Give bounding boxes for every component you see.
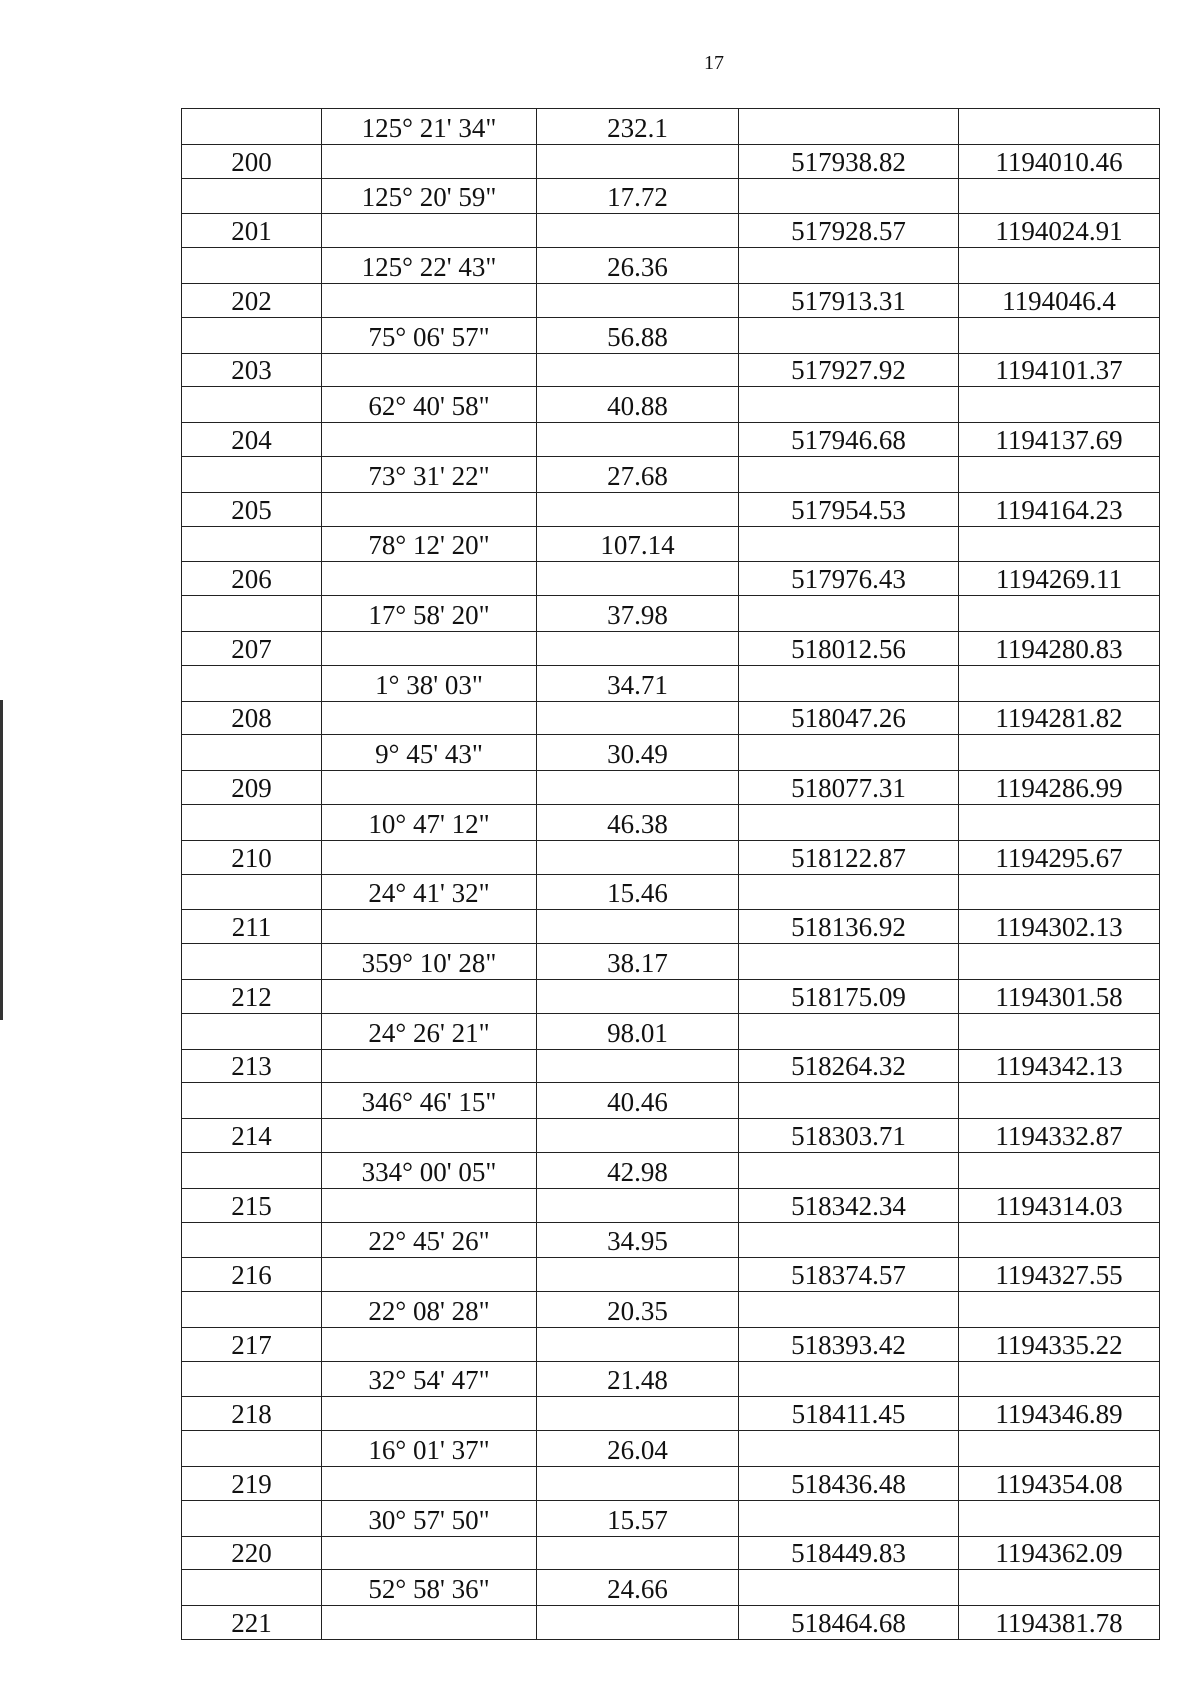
easting-cell <box>959 1222 1160 1258</box>
leg-row <box>182 735 1160 771</box>
distance-cell <box>537 1049 739 1083</box>
station-cell: 221 <box>182 1606 322 1640</box>
northing-cell: 518342.34 <box>739 1188 959 1222</box>
bearing-cell <box>322 1258 537 1292</box>
easting-cell: 1194295.67 <box>959 840 1160 874</box>
distance-cell <box>537 1258 739 1292</box>
bearing-cell: 10° 47' 12" <box>322 804 537 840</box>
station-cell: 217 <box>182 1327 322 1361</box>
station-cell: 208 <box>182 701 322 735</box>
bearing-cell <box>322 214 537 248</box>
station-row <box>182 631 1160 665</box>
leg-row <box>182 1222 1160 1258</box>
easting-cell <box>959 526 1160 562</box>
survey-table-body <box>182 109 1160 1640</box>
bearing-cell <box>322 1119 537 1153</box>
distance-cell: 20.35 <box>537 1292 739 1328</box>
station-cell: 218 <box>182 1397 322 1431</box>
distance-cell <box>537 910 739 944</box>
easting-cell <box>959 178 1160 214</box>
northing-cell: 517928.57 <box>739 214 959 248</box>
distance-cell <box>537 631 739 665</box>
distance-cell <box>537 701 739 735</box>
bearing-cell: 73° 31' 22" <box>322 456 537 492</box>
bearing-cell: 346° 46' 15" <box>322 1083 537 1119</box>
station-cell: 206 <box>182 562 322 596</box>
station-cell <box>182 178 322 214</box>
bearing-cell <box>322 979 537 1013</box>
distance-cell <box>537 144 739 178</box>
distance-cell: 26.04 <box>537 1431 739 1467</box>
bearing-cell <box>322 771 537 805</box>
easting-cell: 1194302.13 <box>959 910 1160 944</box>
bearing-cell <box>322 1188 537 1222</box>
station-cell <box>182 735 322 771</box>
northing-cell <box>739 1222 959 1258</box>
bearing-cell: 22° 45' 26" <box>322 1222 537 1258</box>
easting-cell <box>959 1570 1160 1606</box>
station-row <box>182 1188 1160 1222</box>
northing-cell <box>739 248 959 284</box>
station-cell <box>182 1361 322 1397</box>
station-row <box>182 1258 1160 1292</box>
distance-cell <box>537 840 739 874</box>
station-cell <box>182 456 322 492</box>
northing-cell: 517976.43 <box>739 562 959 596</box>
northing-cell <box>739 109 959 145</box>
station-row <box>182 283 1160 317</box>
station-cell: 204 <box>182 423 322 457</box>
easting-cell: 1194269.11 <box>959 562 1160 596</box>
station-cell <box>182 1222 322 1258</box>
northing-cell: 517954.53 <box>739 492 959 526</box>
northing-cell: 518012.56 <box>739 631 959 665</box>
distance-cell: 21.48 <box>537 1361 739 1397</box>
station-cell <box>182 1431 322 1467</box>
easting-cell: 1194354.08 <box>959 1467 1160 1501</box>
northing-cell: 518393.42 <box>739 1327 959 1361</box>
bearing-cell <box>322 910 537 944</box>
bearing-cell: 24° 41' 32" <box>322 874 537 910</box>
station-row <box>182 1049 1160 1083</box>
bearing-cell <box>322 1397 537 1431</box>
station-cell: 209 <box>182 771 322 805</box>
easting-cell: 1194281.82 <box>959 701 1160 735</box>
station-cell: 207 <box>182 631 322 665</box>
leg-row <box>182 526 1160 562</box>
easting-cell: 1194346.89 <box>959 1397 1160 1431</box>
leg-row <box>182 1500 1160 1536</box>
station-cell: 212 <box>182 979 322 1013</box>
easting-cell: 1194101.37 <box>959 353 1160 387</box>
northing-cell: 518436.48 <box>739 1467 959 1501</box>
easting-cell: 1194314.03 <box>959 1188 1160 1222</box>
station-row <box>182 144 1160 178</box>
northing-cell: 518264.32 <box>739 1049 959 1083</box>
leg-row <box>182 874 1160 910</box>
page-number <box>0 52 1200 75</box>
station-row <box>182 771 1160 805</box>
station-cell: 205 <box>182 492 322 526</box>
leg-row <box>182 804 1160 840</box>
page-number-text: 17 <box>704 52 724 74</box>
bearing-cell: 32° 54' 47" <box>322 1361 537 1397</box>
bearing-cell <box>322 1536 537 1570</box>
station-cell <box>182 596 322 632</box>
distance-cell: 37.98 <box>537 596 739 632</box>
northing-cell: 518374.57 <box>739 1258 959 1292</box>
station-row <box>182 562 1160 596</box>
distance-cell: 232.1 <box>537 109 739 145</box>
scan-edge-mark <box>0 700 3 1020</box>
bearing-cell: 75° 06' 57" <box>322 317 537 353</box>
bearing-cell: 78° 12' 20" <box>322 526 537 562</box>
distance-cell <box>537 353 739 387</box>
distance-cell: 40.88 <box>537 387 739 423</box>
distance-cell <box>537 423 739 457</box>
station-cell: 203 <box>182 353 322 387</box>
leg-row <box>182 1152 1160 1188</box>
leg-row <box>182 1013 1160 1049</box>
distance-cell: 38.17 <box>537 944 739 980</box>
leg-row <box>182 596 1160 632</box>
northing-cell <box>739 456 959 492</box>
station-cell <box>182 804 322 840</box>
bearing-cell <box>322 1327 537 1361</box>
bearing-cell: 30° 57' 50" <box>322 1500 537 1536</box>
station-row <box>182 214 1160 248</box>
easting-cell <box>959 1361 1160 1397</box>
station-cell <box>182 1152 322 1188</box>
survey-coordinates-table <box>181 108 1160 1640</box>
station-cell: 211 <box>182 910 322 944</box>
leg-row <box>182 387 1160 423</box>
northing-cell <box>739 178 959 214</box>
easting-cell: 1194010.46 <box>959 144 1160 178</box>
bearing-cell: 17° 58' 20" <box>322 596 537 632</box>
distance-cell <box>537 562 739 596</box>
easting-cell: 1194332.87 <box>959 1119 1160 1153</box>
distance-cell <box>537 771 739 805</box>
bearing-cell: 1° 38' 03" <box>322 665 537 701</box>
easting-cell: 1194301.58 <box>959 979 1160 1013</box>
distance-cell <box>537 979 739 1013</box>
easting-cell <box>959 944 1160 980</box>
bearing-cell: 24° 26' 21" <box>322 1013 537 1049</box>
distance-cell: 17.72 <box>537 178 739 214</box>
station-cell <box>182 665 322 701</box>
bearing-cell <box>322 492 537 526</box>
northing-cell <box>739 1292 959 1328</box>
bearing-cell <box>322 701 537 735</box>
easting-cell <box>959 804 1160 840</box>
northing-cell: 518136.92 <box>739 910 959 944</box>
bearing-cell <box>322 840 537 874</box>
bearing-cell <box>322 144 537 178</box>
distance-cell: 27.68 <box>537 456 739 492</box>
station-row <box>182 1536 1160 1570</box>
bearing-cell <box>322 283 537 317</box>
bearing-cell: 125° 22' 43" <box>322 248 537 284</box>
northing-cell <box>739 596 959 632</box>
northing-cell <box>739 1570 959 1606</box>
station-cell: 215 <box>182 1188 322 1222</box>
bearing-cell: 16° 01' 37" <box>322 1431 537 1467</box>
station-row <box>182 1119 1160 1153</box>
distance-cell: 42.98 <box>537 1152 739 1188</box>
station-row <box>182 979 1160 1013</box>
distance-cell <box>537 214 739 248</box>
distance-cell <box>537 283 739 317</box>
northing-cell <box>739 1013 959 1049</box>
distance-cell: 26.36 <box>537 248 739 284</box>
leg-row <box>182 456 1160 492</box>
easting-cell <box>959 1431 1160 1467</box>
distance-cell <box>537 1397 739 1431</box>
station-cell <box>182 109 322 145</box>
leg-row <box>182 109 1160 145</box>
station-cell <box>182 317 322 353</box>
distance-cell: 98.01 <box>537 1013 739 1049</box>
easting-cell <box>959 1083 1160 1119</box>
station-cell <box>182 1292 322 1328</box>
easting-cell <box>959 665 1160 701</box>
distance-cell <box>537 1188 739 1222</box>
leg-row <box>182 1361 1160 1397</box>
station-row <box>182 1606 1160 1640</box>
northing-cell: 518077.31 <box>739 771 959 805</box>
station-cell <box>182 944 322 980</box>
easting-cell <box>959 1500 1160 1536</box>
northing-cell <box>739 526 959 562</box>
station-row <box>182 840 1160 874</box>
station-cell <box>182 1013 322 1049</box>
northing-cell <box>739 317 959 353</box>
station-cell: 201 <box>182 214 322 248</box>
leg-row <box>182 1431 1160 1467</box>
northing-cell: 517938.82 <box>739 144 959 178</box>
distance-cell: 56.88 <box>537 317 739 353</box>
distance-cell: 34.71 <box>537 665 739 701</box>
station-cell <box>182 1500 322 1536</box>
bearing-cell <box>322 1049 537 1083</box>
easting-cell: 1194164.23 <box>959 492 1160 526</box>
easting-cell <box>959 248 1160 284</box>
northing-cell <box>739 1431 959 1467</box>
leg-row <box>182 1570 1160 1606</box>
easting-cell <box>959 387 1160 423</box>
distance-cell: 46.38 <box>537 804 739 840</box>
distance-cell <box>537 1119 739 1153</box>
northing-cell <box>739 1361 959 1397</box>
leg-row <box>182 1083 1160 1119</box>
northing-cell: 518122.87 <box>739 840 959 874</box>
distance-cell: 24.66 <box>537 1570 739 1606</box>
bearing-cell: 52° 58' 36" <box>322 1570 537 1606</box>
northing-cell <box>739 944 959 980</box>
bearing-cell <box>322 423 537 457</box>
leg-row <box>182 1292 1160 1328</box>
northing-cell: 518449.83 <box>739 1536 959 1570</box>
northing-cell: 518464.68 <box>739 1606 959 1640</box>
easting-cell: 1194335.22 <box>959 1327 1160 1361</box>
station-cell: 219 <box>182 1467 322 1501</box>
station-row <box>182 353 1160 387</box>
easting-cell: 1194286.99 <box>959 771 1160 805</box>
station-cell: 210 <box>182 840 322 874</box>
easting-cell: 1194046.4 <box>959 283 1160 317</box>
easting-cell: 1194342.13 <box>959 1049 1160 1083</box>
easting-cell <box>959 1152 1160 1188</box>
bearing-cell: 9° 45' 43" <box>322 735 537 771</box>
distance-cell <box>537 492 739 526</box>
station-row <box>182 701 1160 735</box>
station-row <box>182 1397 1160 1431</box>
distance-cell: 30.49 <box>537 735 739 771</box>
northing-cell <box>739 874 959 910</box>
northing-cell: 517927.92 <box>739 353 959 387</box>
northing-cell: 518411.45 <box>739 1397 959 1431</box>
bearing-cell: 22° 08' 28" <box>322 1292 537 1328</box>
leg-row <box>182 317 1160 353</box>
easting-cell: 1194327.55 <box>959 1258 1160 1292</box>
leg-row <box>182 665 1160 701</box>
station-cell: 202 <box>182 283 322 317</box>
northing-cell: 517946.68 <box>739 423 959 457</box>
leg-row <box>182 248 1160 284</box>
distance-cell: 15.46 <box>537 874 739 910</box>
northing-cell <box>739 665 959 701</box>
leg-row <box>182 944 1160 980</box>
station-row <box>182 423 1160 457</box>
distance-cell: 34.95 <box>537 1222 739 1258</box>
northing-cell: 518303.71 <box>739 1119 959 1153</box>
easting-cell <box>959 317 1160 353</box>
northing-cell: 517913.31 <box>739 283 959 317</box>
station-cell: 220 <box>182 1536 322 1570</box>
leg-row <box>182 178 1160 214</box>
northing-cell <box>739 1152 959 1188</box>
easting-cell: 1194024.91 <box>959 214 1160 248</box>
easting-cell <box>959 1292 1160 1328</box>
easting-cell <box>959 456 1160 492</box>
station-cell <box>182 874 322 910</box>
easting-cell <box>959 109 1160 145</box>
station-cell: 214 <box>182 1119 322 1153</box>
station-cell <box>182 526 322 562</box>
station-row <box>182 1467 1160 1501</box>
distance-cell <box>537 1467 739 1501</box>
station-cell <box>182 248 322 284</box>
station-cell: 213 <box>182 1049 322 1083</box>
station-cell <box>182 1083 322 1119</box>
easting-cell <box>959 735 1160 771</box>
station-cell: 200 <box>182 144 322 178</box>
bearing-cell: 125° 21' 34" <box>322 109 537 145</box>
bearing-cell: 62° 40' 58" <box>322 387 537 423</box>
distance-cell: 107.14 <box>537 526 739 562</box>
easting-cell <box>959 874 1160 910</box>
distance-cell <box>537 1606 739 1640</box>
station-row <box>182 1327 1160 1361</box>
distance-cell <box>537 1327 739 1361</box>
northing-cell <box>739 1083 959 1119</box>
easting-cell: 1194137.69 <box>959 423 1160 457</box>
easting-cell: 1194362.09 <box>959 1536 1160 1570</box>
easting-cell <box>959 596 1160 632</box>
northing-cell <box>739 387 959 423</box>
bearing-cell <box>322 1606 537 1640</box>
station-cell: 216 <box>182 1258 322 1292</box>
bearing-cell <box>322 1467 537 1501</box>
distance-cell: 40.46 <box>537 1083 739 1119</box>
northing-cell: 518047.26 <box>739 701 959 735</box>
distance-cell: 15.57 <box>537 1500 739 1536</box>
station-cell <box>182 387 322 423</box>
northing-cell: 518175.09 <box>739 979 959 1013</box>
easting-cell <box>959 1013 1160 1049</box>
bearing-cell <box>322 562 537 596</box>
northing-cell <box>739 735 959 771</box>
easting-cell: 1194280.83 <box>959 631 1160 665</box>
easting-cell: 1194381.78 <box>959 1606 1160 1640</box>
bearing-cell <box>322 353 537 387</box>
station-cell <box>182 1570 322 1606</box>
bearing-cell: 334° 00' 05" <box>322 1152 537 1188</box>
bearing-cell: 125° 20' 59" <box>322 178 537 214</box>
station-row <box>182 492 1160 526</box>
bearing-cell: 359° 10' 28" <box>322 944 537 980</box>
station-row <box>182 910 1160 944</box>
distance-cell <box>537 1536 739 1570</box>
northing-cell <box>739 804 959 840</box>
northing-cell <box>739 1500 959 1536</box>
bearing-cell <box>322 631 537 665</box>
